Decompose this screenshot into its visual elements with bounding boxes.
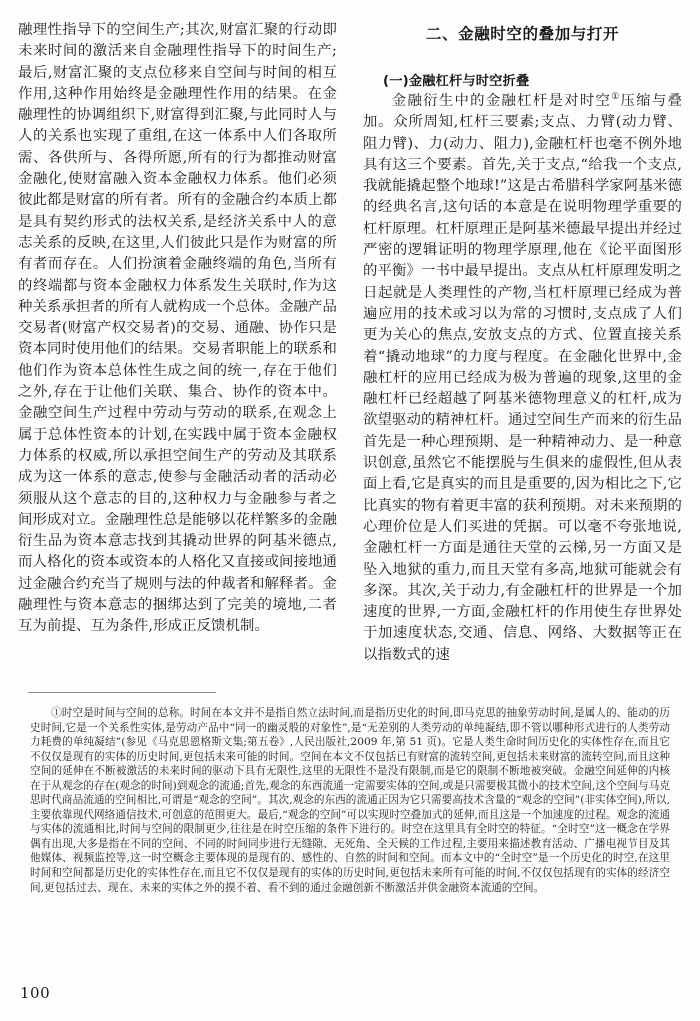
footnote-reference-marker[interactable]: ① xyxy=(611,92,621,103)
sub-heading: (一)金融杠杆与时空折叠 xyxy=(383,74,530,89)
right-column-paragraph xyxy=(363,91,682,666)
page-number: 100 xyxy=(20,984,51,1002)
right-paragraph-part2: 压缩与叠加。众所周知,杠杆三要素;支点、力臂(动力臂、阻力臂)、力(动力、阻力),金融杠杆也毫不例外地具有这三个要素。首先,关于支点,“给我一个支点,我就能撬起整个地球!”这是古希腊科学家阿基米德的经典名言,这句话的本意是在说明物理学重要的杠杆原理。杠杆原理正是阿基米德最早提出并经过严密的逻辑证明的物理学原理,他在《论平面图形的平衡》一书中最早提出。支点从杠杆原理发明之日起就是人类理性的产物,当杠杆原理已经成为普遍应用的技术或习以为常的习惯时,支点成了人们更为关心的焦点,安放支点的方式、位置直接关系着“撬动地球”的力度与程度。在金融化世界中,金融杠杆的应用已经成为极为普遍的现象,这里的金融杠杆已经超越了阿基米德物理意义的杠杆,成为欲望驱动的精神杠杆。通过空间生产而来的衍生品首先是一种心理预期、是一种精神动力、是一种意识创意,虽然它不能摆脱与生俱来的虚假性,但从表面上看,它是真实的而且是重要的,因为相比之下,它比真实的物有着更丰富的获利预期。对未来预期的心理价位是人们买进的凭据。可以毫不夸张地说,金融杠杆一方面是通往天堂的云梯,另一方面又是坠入地狱的重力,而且天堂有多高,地狱可能就会有多深。其次,关于动力,有金融杠杆的世界是一个加速度的世界,一方面,金融杠杆的作用使生存世界处于加速度状态,交通、信息、网络、大数据等正在以指数式的速 xyxy=(363,93,683,663)
section-heading: 二、金融时空的叠加与打开 xyxy=(425,25,620,43)
left-column xyxy=(18,8,337,680)
right-column xyxy=(363,8,682,680)
footnote-separator-rule xyxy=(28,692,216,693)
right-paragraph-part1: 金融衍生中的金融杠杆是对时空 xyxy=(391,93,612,109)
footnote-text: ①时空是时间与空间的总称。时间在本文并不是指自然立法时间,而是指历史化的时间,即马克思的抽象劳动时间,是属人的、能动的历史时间,它是一个关系性实体,是劳动产品中“同一的幽灵般的对象性”,是“无差别的人类劳动的单纯凝结,即不管以哪种形式进行的人类劳动力耗费的单纯凝结”(参见《马克思恩格斯文集;第五卷》,人民出版社,2009 年,第 51 页)。它是人类生命时间历史化的实体性存在,而且它不仅仅是现有的实体的历史时间,更包括未来可能的时间。空间在本文不仅包括已有财富的流转空间,更包括未来财富的流转空间,而且这种空间的延伸在不断被激活的未来时间的驱动下具有无限性,这里的无限性不是没有限制,而是它的限制不断地被突破。金融空间延伸的内核在于从观念的存在(观念的时间)到观念的流通;首先,观念的东西流通一定需要实体的空间,或是只需要极其微小的技术空间,这个空间与马克思时代商品流通的空间相比,可谓是“观念的空间”。其次,观念的东西的流通正因为它只需要高技术含量的“观念的空间”(非实体空间),所以,主要依靠现代网络通信技术,可创意的范围更大。最后,“观念的空间”可以实现时空叠加式的延伸,而且这是一个加速度的过程。观念的流通与实体的流通相比,时间与空间的限制更少,往往是在时空压缩的条件下进行的。时空在这里具有全时空的特征。“全时空”这一概念在学界偶有出现,大多是指在不同的空间、不同的时间同步进行无缝隙、无死角、全天候的工作过程,主要用来描述教育活动、广播电视节目及其他媒体、视频监控等,这一时空概念主要体现的是现有的、感性的、自然的时间和空间。而本文中的“全时空”是一个历史化的时空,在这里时间和空间都是历史化的实体性存在,而且它不仅仅是现有的实体的历史时间,更包括未来所有可能的时间,不仅仅包括现有的实体的经济空间,更包括过去、现在、未来的实体之外的摸不着、看不到的通过金融创新不断激活并供金融资本流通的空间。 xyxy=(30,707,670,894)
left-column-paragraph: 融理性指导下的空间生产;其次,财富汇聚的行动即未来时间的激活来自金融理性指导下的时间生产;最后,财富汇聚的支点位移来自空间与时间的相互作用,这种作用始终是金融理性作用的结果。在金融理性的协调组织下,财富得到汇聚,与此同时人与人的关系也实现了重组,在这一体系中人们各取所需、各供所与、各得所愿,所有的行为都推动财富金融化,使财富融入资本金融权力体系。他们必须彼此都是财富的所有者。所有的金融合约本质上都是具有契约形式的法权关系,是经济关系中人的意志关系的反映,在这里,人们彼此只是作为财富的所有者而存在。人们扮演着金融终端的角色,当所有的终端都与资本金融权力体系发生关联时,作为这种关系承担者的所有人就构成一个总体。金融产品交易者(财富产权交易者)的交易、通融、协作只是资本同时使用他们的结果。交易者职能上的联系和他们作为资本总体性生成之间的统一,存在于他们之外,存在于让他们关联、集合、协作的资本中。金融空间生产过程中劳动与劳动的联系,在观念上属于总体性资本的计划,在实践中属于资本金融权力体系的权威,所以承担空间生产的劳动及其联系成为这一体系的意志,使参与金融活动者的活动必须服从这个意志的目的,这种权力与金融参与者之间形成对立。金融理性总是能够以花样繁多的金融衍生品为资本意志找到其撬动世界的阿基米德点,而人格化的资本或资本的人格化又直接或间接地通过金融合约充当了规则与法的仲裁者和解释者。金融理性与资本意志的捆绑达到了完美的境地,二者互为前提、互为条件,形成正反馈机制。 xyxy=(18,22,337,635)
two-column-body xyxy=(18,8,682,680)
